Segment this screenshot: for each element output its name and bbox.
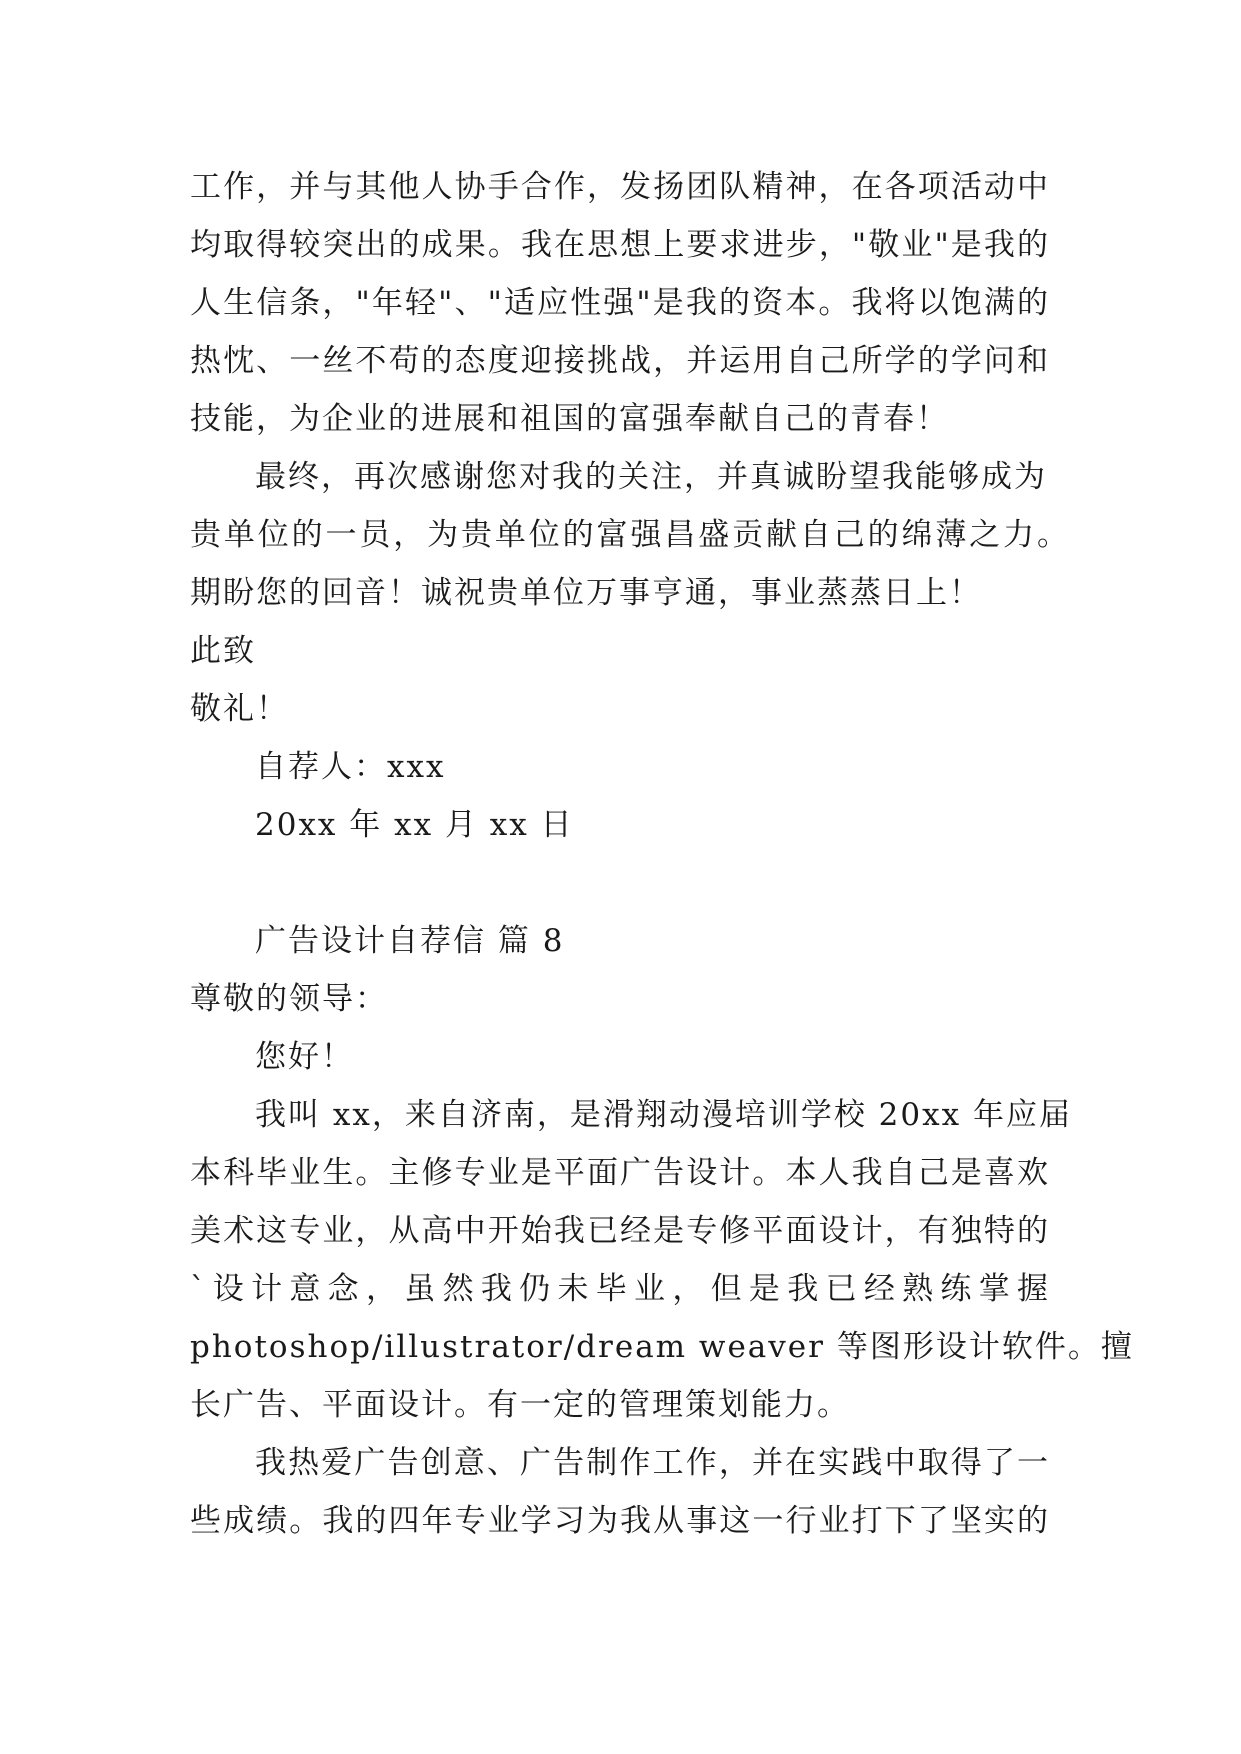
greeting-line: 您好！ (255, 1039, 354, 1075)
paragraph-line: 最终，再次感谢您对我的关注，并真诚盼望我能够成为 (255, 459, 1047, 495)
closing-line: 此致 (190, 633, 256, 669)
paragraph-line: photoshop/illustrator/dream weaver 等图形设计软件。擅 (190, 1329, 1134, 1365)
paragraph-line: 期盼您的回音！诚祝贵单位万事亨通，事业蒸蒸日上！ (190, 575, 982, 611)
salutation-line: 敬礼！ (190, 691, 289, 727)
paragraph-line: 长广告、平面设计。有一定的管理策划能力。 (190, 1387, 850, 1423)
paragraph-line: 我热爱广告创意、广告制作工作，并在实践中取得了一 (255, 1445, 1050, 1481)
date-line: 20xx 年 xx 月 xx 日 (255, 807, 574, 843)
paragraph-line: 美术这专业，从高中开始我已经是专修平面设计，有独特的 (190, 1213, 1050, 1249)
paragraph-line: 热忱、一丝不苟的态度迎接挑战，并运用自己所学的学问和 (190, 343, 1050, 379)
paragraph-line: 本科毕业生。主修专业是平面广告设计。本人我自己是喜欢 (190, 1155, 1050, 1191)
paragraph-line: 人生信条，"年轻"、"适应性强"是我的资本。我将以饱满的 (190, 285, 1050, 321)
paragraph-line: 我叫 xx，来自济南，是滑翔动漫培训学校 20xx 年应届 (255, 1097, 1072, 1133)
paragraph-line: 均取得较突出的成果。我在思想上要求进步，"敬业"是我的 (190, 227, 1050, 263)
paragraph-line: 技能，为企业的进展和祖国的富强奉献自己的青春！ (190, 401, 949, 437)
signature-line: 自荐人：xxx (255, 749, 446, 785)
section-heading: 广告设计自荐信 篇 8 (255, 923, 565, 959)
greeting-line: 尊敬的领导： (190, 981, 388, 1017)
paragraph-line: 工作，并与其他人协手合作，发扬团队精神，在各项活动中 (190, 169, 1050, 205)
paragraph-line: 些成绩。我的四年专业学习为我从事这一行业打下了坚实的 (190, 1503, 1050, 1539)
paragraph-line: 贵单位的一员，为贵单位的富强昌盛贡献自己的绵薄之力。 (190, 517, 1070, 553)
paragraph-line: `设计意念，虽然我仍未毕业，但是我已经熟练掌握 (190, 1271, 1050, 1307)
